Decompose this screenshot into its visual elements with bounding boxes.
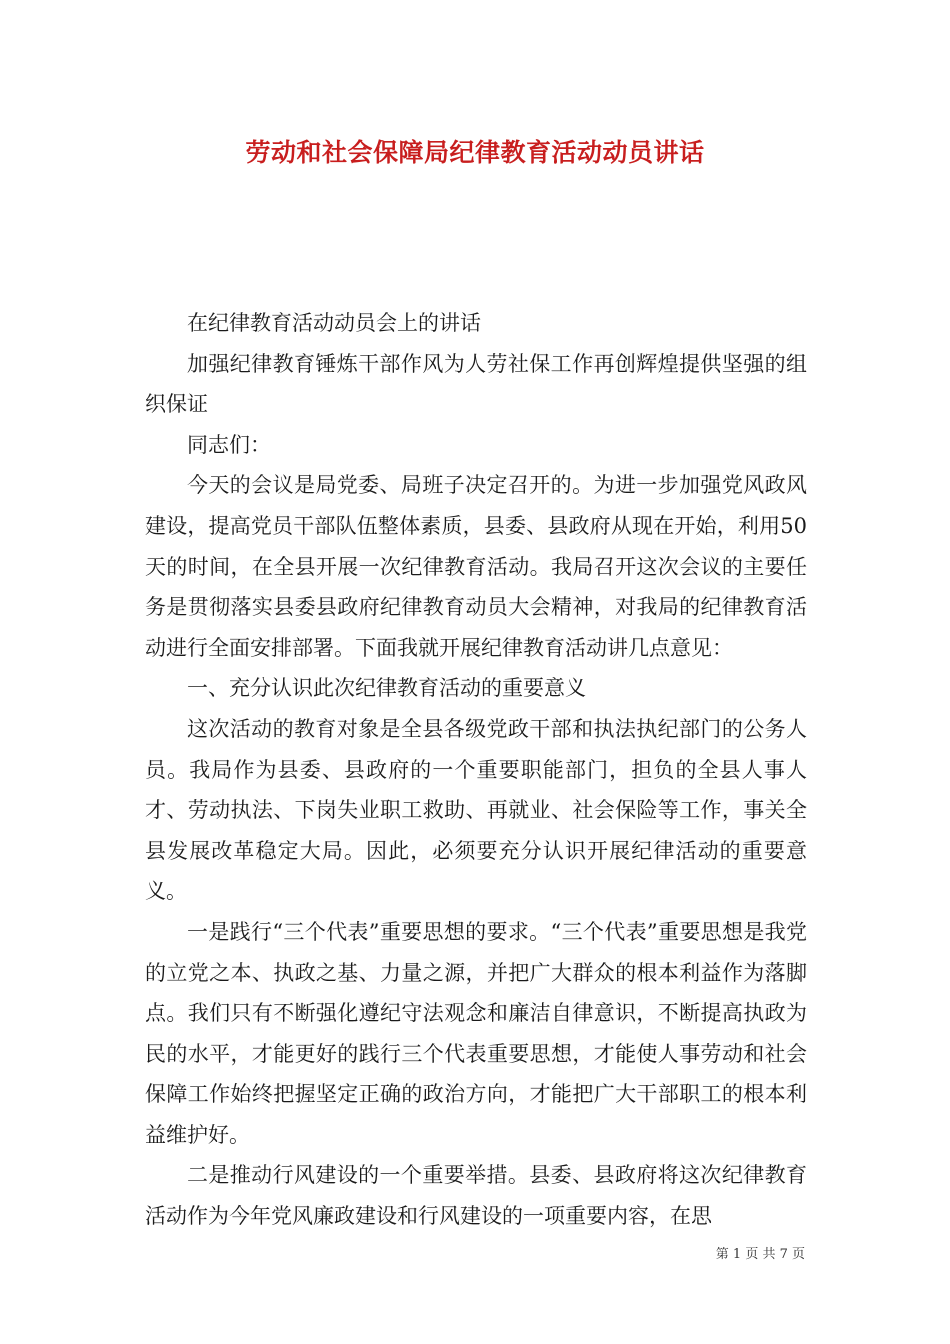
paragraph-point-two: 二是推动行风建设的一个重要举措。县委、县政府将这次纪律教育活动作为今年党风廉政建设和行风建设的一项重要内容，在思 xyxy=(145,1163,807,1229)
paragraph-subtitle: 在纪律教育活动动员会上的讲话 xyxy=(187,311,481,335)
document-title: 劳动和社会保障局纪律教育活动动员讲话 xyxy=(245,138,705,167)
paragraph-salutation: 同志们： xyxy=(187,432,271,457)
page-number-footer: 第 1 页 共 7 页 xyxy=(715,1247,805,1262)
paragraph-section-heading: 一、充分认识此次纪律教育活动的重要意义 xyxy=(187,676,586,701)
paragraph-section-body: 这次活动的教育对象是全县各级党政干部和执法执纪部门的公务人员。我局作为县委、县政府的一个重要职能部门，担负的全县人事人才、劳动执法、下岗失业职工救助、再就业、社会保险等工作，事关全县发展改革稳定大局。因此，必须要充分认识开展纪律活动的重要意义。 xyxy=(145,716,807,904)
paragraph-point-one: 一是践行“三个代表”重要思想的要求。“三个代表”重要思想是我党的立党之本、执政之基、力量之源，并把广大群众的根本利益作为落脚点。我们只有不断强化遵纪守法观念和廉洁自律意识，不断提高执政为民的水平，才能更好的践行三个代表重要思想，才能使人事劳动和社会保障工作始终把握坚定正确的政治方向，才能把广大干部职工的根本利益维护好。 xyxy=(145,919,807,1147)
paragraph-theme: 加强纪律教育锤炼干部作风为人劳社保工作再创辉煌提供坚强的组织保证 xyxy=(145,351,807,417)
paragraph-intro: 今天的会议是局党委、局班子决定召开的。为进一步加强党风政风建设，提高党员干部队伍整体素质，县委、县政府从现在开始，利用50天的时间，在全县开展一次纪律教育活动。我局召开这次会议的主要任务是贯彻落实县委县政府纪律教育动员大会精神，对我局的纪律教育活动进行全面安排部署。下面我就开展纪律教育活动讲几点意见： xyxy=(145,473,807,660)
document-body xyxy=(145,303,807,1237)
